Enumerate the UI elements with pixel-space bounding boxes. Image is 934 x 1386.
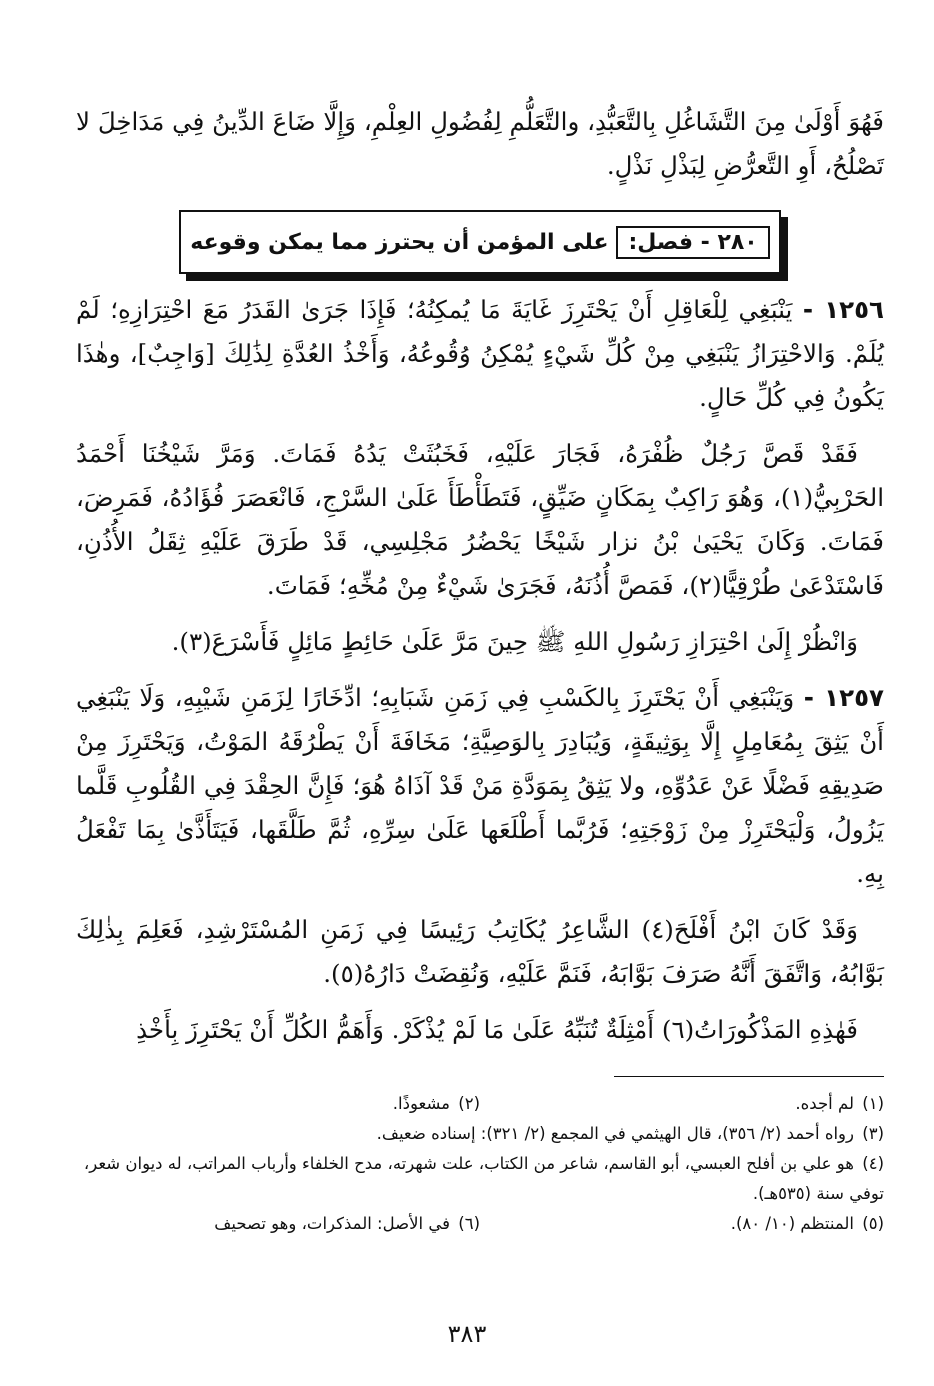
footnote-number: (٦) (458, 1214, 480, 1233)
footnote-text: رواه أحمد (٢/ ٣٥٦)، قال الهيثمي في المجمع (٢/ ٣٢١): إسناده ضعيف. (376, 1124, 854, 1143)
footnote (480, 1089, 884, 1119)
paragraph-text: وَيَنْبَغِي أَنْ يَحْتَرِزَ بِالكَسْبِ فِي زَمَنِ شَبَابِهِ؛ ادِّخَارًا لِزَمَنِ شَيْبِهِ، وَلَا يَنْبَغِي أَنْ يَثِقَ بِمُعَامِلٍ إِلَّا بِوَثِيقَةٍ، وَيُبَادِرَ بِالوَصِيَّةِ؛ مَخَافَةَ أَنْ يَطْرُقَهُ المَوْتُ، وَيَحْتَرِزَ مِنْ صَدِيقِهِ فَضْلًا عَنْ عَدُوِّهِ، ولا يَثِقُ بِمَوَدَّةِ مَنْ قَدْ آذَاهُ هُوَ؛ فَإِنَّ الحِقْدَ فِي القُلُوبِ قَلَّما يَزُولُ، وَلْيَحْتَرِزْ مِنْ زَوْجَتِهِ؛ فَرُبَّما أَطْلَعَها عَلَىٰ سِرِّهِ، ثُمَّ طَلَّقَها، فَيَتَأَذَّىٰ بِمَا تَفْعَلُ بِهِ. (76, 683, 884, 888)
footnote-number: (٣) (862, 1124, 884, 1143)
paragraph-number: ١٢٥٧ - (803, 683, 884, 712)
paragraph: وَقَدْ كَانَ ابْنُ أَفْلَحَ(٤) الشَّاعِرُ يُكَاتِبُ رَئِيسًا فِي زَمَنِ المُسْتَرْشِدِ، فَعَلِمَ بِذٰلِكَ بَوَّابُهُ، وَاتَّفَقَ أَنَّهُ صَرَفَ بَوَّابَهُ، فَنَمَّ عَلَيْهِ، وَنُقِضَتْ دَارُهُ(٥). (76, 915, 884, 988)
footnote-text: لم أجده. (795, 1094, 854, 1113)
footnote-number: (٢) (458, 1094, 480, 1113)
footnote-row (76, 1149, 884, 1209)
footnote-row (76, 1089, 884, 1119)
footnote-text: في الأصل: المذكرات، وهو تصحيف (214, 1214, 450, 1233)
footnote (76, 1119, 884, 1149)
paragraph: فَقَدْ قَصَّ رَجُلٌ ظُفْرَهُ، فَجَارَ عَلَيْهِ، فَخَبُثَتْ يَدُهُ فَمَاتَ. وَمَرَّ شَيْخُنَا أَحْمَدُ الحَرْبِيُّ(١)، وَهُوَ رَاكِبٌ بِمَكَانٍ ضَيِّقٍ، فَتَطَأْطَأَ عَلَىٰ السَّرْجِ، فَانْعَصَرَ فُؤَادُهُ، فَمَرِضَ، فَمَاتَ. وَكَانَ يَحْيَىٰ بْنُ نزار شَيْخًا يَحْضُرُ مَجْلِسِي، قَدْ طَرَقَ عَلَيْهِ ثِقَلُ الأُذُنِ، فَاسْتَدْعَىٰ طُرْقِيًّا(٢)، فَمَصَّ أُذُنَهُ، فَجَرَىٰ شَيْءٌ مِنْ مُخِّهِ؛ فَمَاتَ. (76, 439, 884, 600)
footnote-number: (٤) (862, 1154, 884, 1173)
footnote-text: المنتظم (١٠/ ٨٠). (730, 1214, 854, 1233)
footnote-row (76, 1209, 884, 1239)
footnote (76, 1089, 480, 1119)
paragraph-text: يَنْبَغِي لِلْعَاقِلِ أَنْ يَحْتَرِزَ غَايَةَ مَا يُمكِنُهُ؛ فَإِذَا جَرَىٰ القَدَرُ مَعَ احْتِرَازِهِ؛ لَمْ يُلَمْ. وَالاحْتِرَازُ يَنْبَغِي مِنْ كُلِّ شَيْءٍ يُمْكِنُ وُقُوعُهُ، وَأَخْذُ العُدَّةِ لِذَٰلِكَ [وَاجِبٌ]، وهٰذَا يَكُونُ فِي كُلِّ حَالٍ. (76, 295, 884, 412)
page-number: ٣٨٣ (447, 1320, 487, 1348)
footnote-row (76, 1119, 884, 1149)
paragraph-1256 (76, 288, 884, 420)
paragraph: فَهٰذِهِ المَذْكُورَاتُ(٦) أَمْثِلَةٌ تُنَبِّهُ عَلَىٰ مَا لَمْ يُذْكَرْ. وَأَهَمُّ الكُلِّ أَنْ يَحْتَرِزَ بِأَخْذِ (136, 1015, 858, 1044)
footnote (76, 1209, 480, 1239)
footnote (480, 1209, 884, 1239)
intro-paragraph: فَهُوَ أَوْلَىٰ مِنَ التَّشَاغُلِ بِالتَّعَبُّدِ، والتَّعَلُّمِ لِفُضُولِ العِلْمِ، وَإِلَّا ضَاعَ الدِّينُ فِي مَدَاخِلَ لا تَصْلُحُ، أَوِ التَّعرُّضِ لِبَذْلِ نَذْلٍ. (76, 107, 884, 180)
footnote-text: مشعوذًا. (392, 1094, 450, 1113)
section-title: على المؤمن أن يحترز مما يمكن وقوعه (190, 229, 609, 255)
section-header (76, 210, 884, 274)
footnote-number: (٥) (862, 1214, 884, 1233)
paragraph-1257 (76, 676, 884, 896)
paragraph: وَانْظُرْ إِلَىٰ احْتِرَازِ رَسُولِ اللهِ ﷺ حِينَ مَرَّ عَلَىٰ حَائِطٍ مَائِلٍ فَأَسْرَعَ(٣). (171, 627, 858, 656)
footnote-text: هو علي بن أفلح العبسي، أبو القاسم، شاعر من الكتاب، علت شهرته، مدح الخلفاء وأرباب المراتب، له ديوان شعر، توفي سنة (٥٣٥هـ). (83, 1154, 884, 1203)
section-box (179, 210, 781, 274)
footnote (76, 1149, 884, 1209)
footnote-divider (614, 1076, 884, 1077)
footnotes (76, 1089, 884, 1239)
section-label: ٢٨٠ - فصل: (616, 226, 769, 259)
footnote-number: (١) (862, 1094, 884, 1113)
page-body (76, 100, 884, 1239)
paragraph-number: ١٢٥٦ - (802, 295, 885, 324)
